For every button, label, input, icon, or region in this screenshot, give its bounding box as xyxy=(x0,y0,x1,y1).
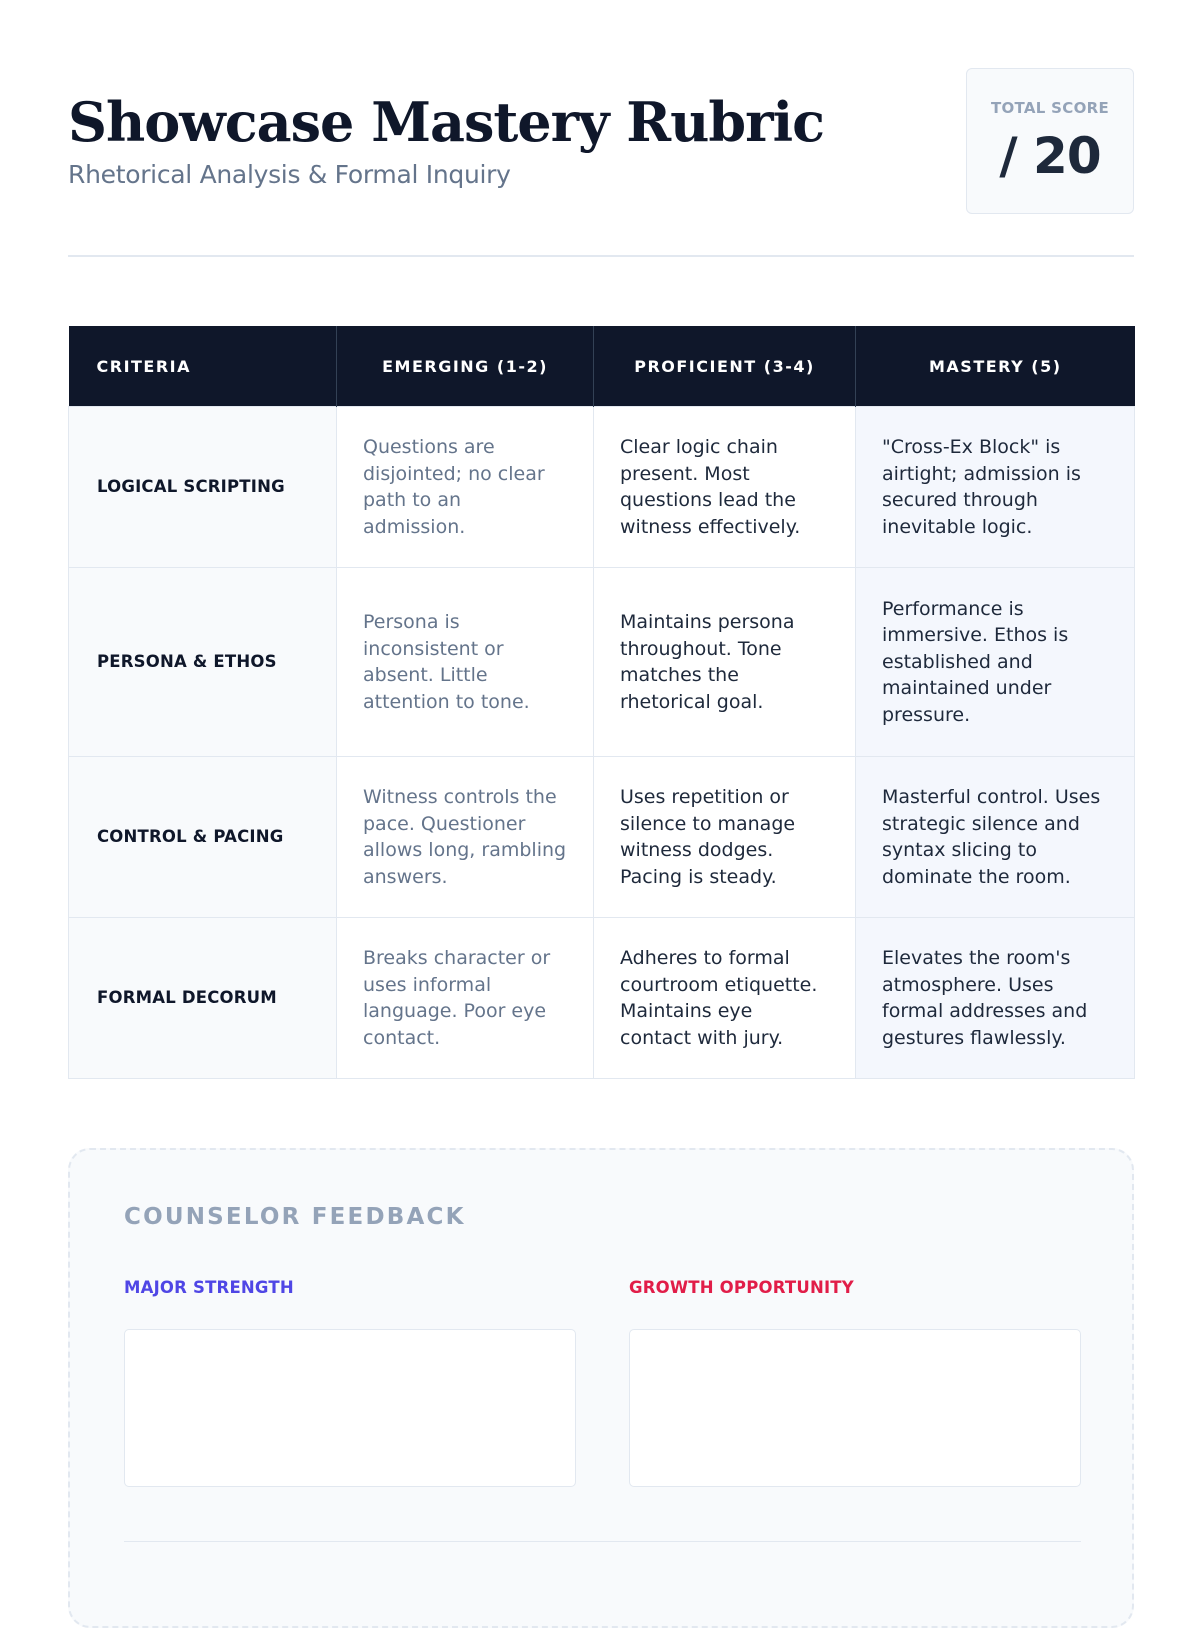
feedback-title: COUNSELOR FEEDBACK xyxy=(124,1204,466,1230)
emerging-cell: Breaks character or uses informal language. Poor eye contact. xyxy=(337,918,594,1079)
proficient-cell: Maintains persona throughout. Tone matches the rhetorical goal. xyxy=(594,568,856,757)
table-row xyxy=(69,407,1135,568)
mastery-cell: Performance is immersive. Ethos is established and maintained under pressure. xyxy=(856,568,1135,757)
page-subtitle: Rhetorical Analysis & Formal Inquiry xyxy=(68,160,511,189)
criteria-cell: LOGICAL SCRIPTING xyxy=(69,407,337,568)
major-strength-input[interactable] xyxy=(124,1329,576,1487)
emerging-cell: Witness controls the pace. Questioner allows long, rambling answers. xyxy=(337,757,594,918)
major-strength-label: MAJOR STRENGTH xyxy=(124,1278,294,1297)
header-divider xyxy=(68,255,1134,257)
proficient-cell: Adheres to formal courtroom etiquette. Maintains eye contact with jury. xyxy=(594,918,856,1079)
table-header-row xyxy=(69,326,1135,407)
page-header xyxy=(68,68,1134,218)
rubric-table xyxy=(68,326,1135,1079)
criteria-cell: FORMAL DECORUM xyxy=(69,918,337,1079)
table-row xyxy=(69,757,1135,918)
criteria-cell: PERSONA & ETHOS xyxy=(69,568,337,757)
column-header-criteria: CRITERIA xyxy=(69,326,337,407)
mastery-cell: Masterful control. Uses strategic silence and syntax slicing to dominate the room. xyxy=(856,757,1135,918)
emerging-cell: Questions are disjointed; no clear path to an admission. xyxy=(337,407,594,568)
counselor-feedback-section xyxy=(68,1148,1134,1628)
column-header-emerging: EMERGING (1-2) xyxy=(337,326,594,407)
column-header-proficient: PROFICIENT (3-4) xyxy=(594,326,856,407)
feedback-divider xyxy=(124,1541,1081,1542)
growth-opportunity-label: GROWTH OPPORTUNITY xyxy=(629,1278,854,1297)
mastery-cell: Elevates the room's atmosphere. Uses formal addresses and gestures flawlessly. xyxy=(856,918,1135,1079)
column-header-mastery: MASTERY (5) xyxy=(856,326,1135,407)
total-score-box xyxy=(966,68,1134,214)
proficient-cell: Uses repetition or silence to manage witness dodges. Pacing is steady. xyxy=(594,757,856,918)
growth-opportunity-input[interactable] xyxy=(629,1329,1081,1487)
proficient-cell: Clear logic chain present. Most questions lead the witness effectively. xyxy=(594,407,856,568)
total-score-label: TOTAL SCORE xyxy=(990,99,1110,117)
table-row xyxy=(69,568,1135,757)
mastery-cell: "Cross-Ex Block" is airtight; admission is secured through inevitable logic. xyxy=(856,407,1135,568)
total-score-value: / 20 xyxy=(999,127,1101,185)
table-row xyxy=(69,918,1135,1079)
criteria-cell: CONTROL & PACING xyxy=(69,757,337,918)
emerging-cell: Persona is inconsistent or absent. Little attention to tone. xyxy=(337,568,594,757)
page-title: Showcase Mastery Rubric xyxy=(68,90,825,154)
